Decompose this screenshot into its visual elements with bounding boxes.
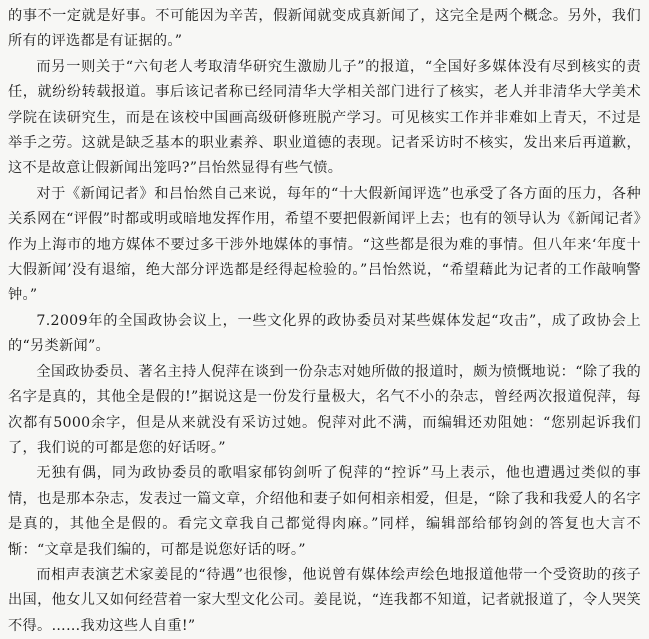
paragraph-2: 而另一则关于“六旬老人考取清华研究生激励儿子”的报道，“全国好多媒体没有尽到核实的责任，就纷纷转载报道。事后该记者称已经同清华大学相关部门进行了核实，老人并非清华大学美术学院在读研究生，而是在该校中国画高级研修班脱产学习。可见核实工作并非难如上青天，不过是举手之劳。这就是缺乏基本的职业素养、职业道德的表现。记者采访时不核实，发出来后再道歉，这不是故意让假新闻出笼吗?”吕怡然显得有些气愤。 (8, 58, 641, 177)
paragraph-4: 7.2009年的全国政协会议上，一些文化界的政协委员对某些媒体发起“攻击”，成了政协会上的“另类新闻”。 (8, 312, 641, 355)
paragraph-1: 的事不一定就是好事。不可能因为辛苦，假新闻就变成真新闻了，这完全是两个概念。另外，我们所有的评选都是有证据的。” (8, 8, 641, 50)
paragraph-6: 无独有偶，同为政协委员的歌唱家郁钧剑听了倪萍的“控诉”马上表示，他也遭遇过类似的事情，也是那本杂志，发表过一篇文章，介绍他和妻子如何相亲相爱，但是，“除了我和我爱人的名字是真的，其他全是假的。看完文章我自己都觉得肉麻。”同样，编辑部给郁钧剑的答复也大言不惭：“文章是我们编的，可都是说您好话的呀。” (8, 465, 641, 558)
paragraph-3: 对于《新闻记者》和吕怡然自己来说，每年的“十大假新闻评选”也承受了各方面的压力，各种关系网在“评假”时都或明或暗地发挥作用，希望不要把假新闻评上去；也有的领导认为《新闻记者》作为上海市的地方媒体不要过多干涉外地媒体的事情。“这些都是很为难的事情。但八年来‘年度十大假新闻’没有退缩，绝大部分评选都是经得起检验的。”吕怡然说，“希望藉此为记者的工作敲响警钟。” (8, 185, 641, 304)
paragraph-5: 全国政协委员、著名主持人倪萍在谈到一份杂志对她所做的报道时，颇为愤慨地说：“除了我的名字是真的，其他全是假的!”据说这是一份发行量极大，名气不小的杂志，曾经两次报道倪萍，每次都有5000余字，但是从来就没有采访过她。倪萍对此不满，而编辑还劝阻她：“您别起诉我们了，我们说的可都是您的好话呀。” (8, 363, 641, 456)
paragraph-7: 而相声表演艺术家姜昆的“待遇”也很惨，他说曾有媒体绘声绘色地报道他带一个受资助的孩子出国，他女儿又如何经营着一家大型文化公司。姜昆说，“连我都不知道，记者就报道了，令人哭笑不得。……我劝这些人自重!” (8, 566, 641, 634)
